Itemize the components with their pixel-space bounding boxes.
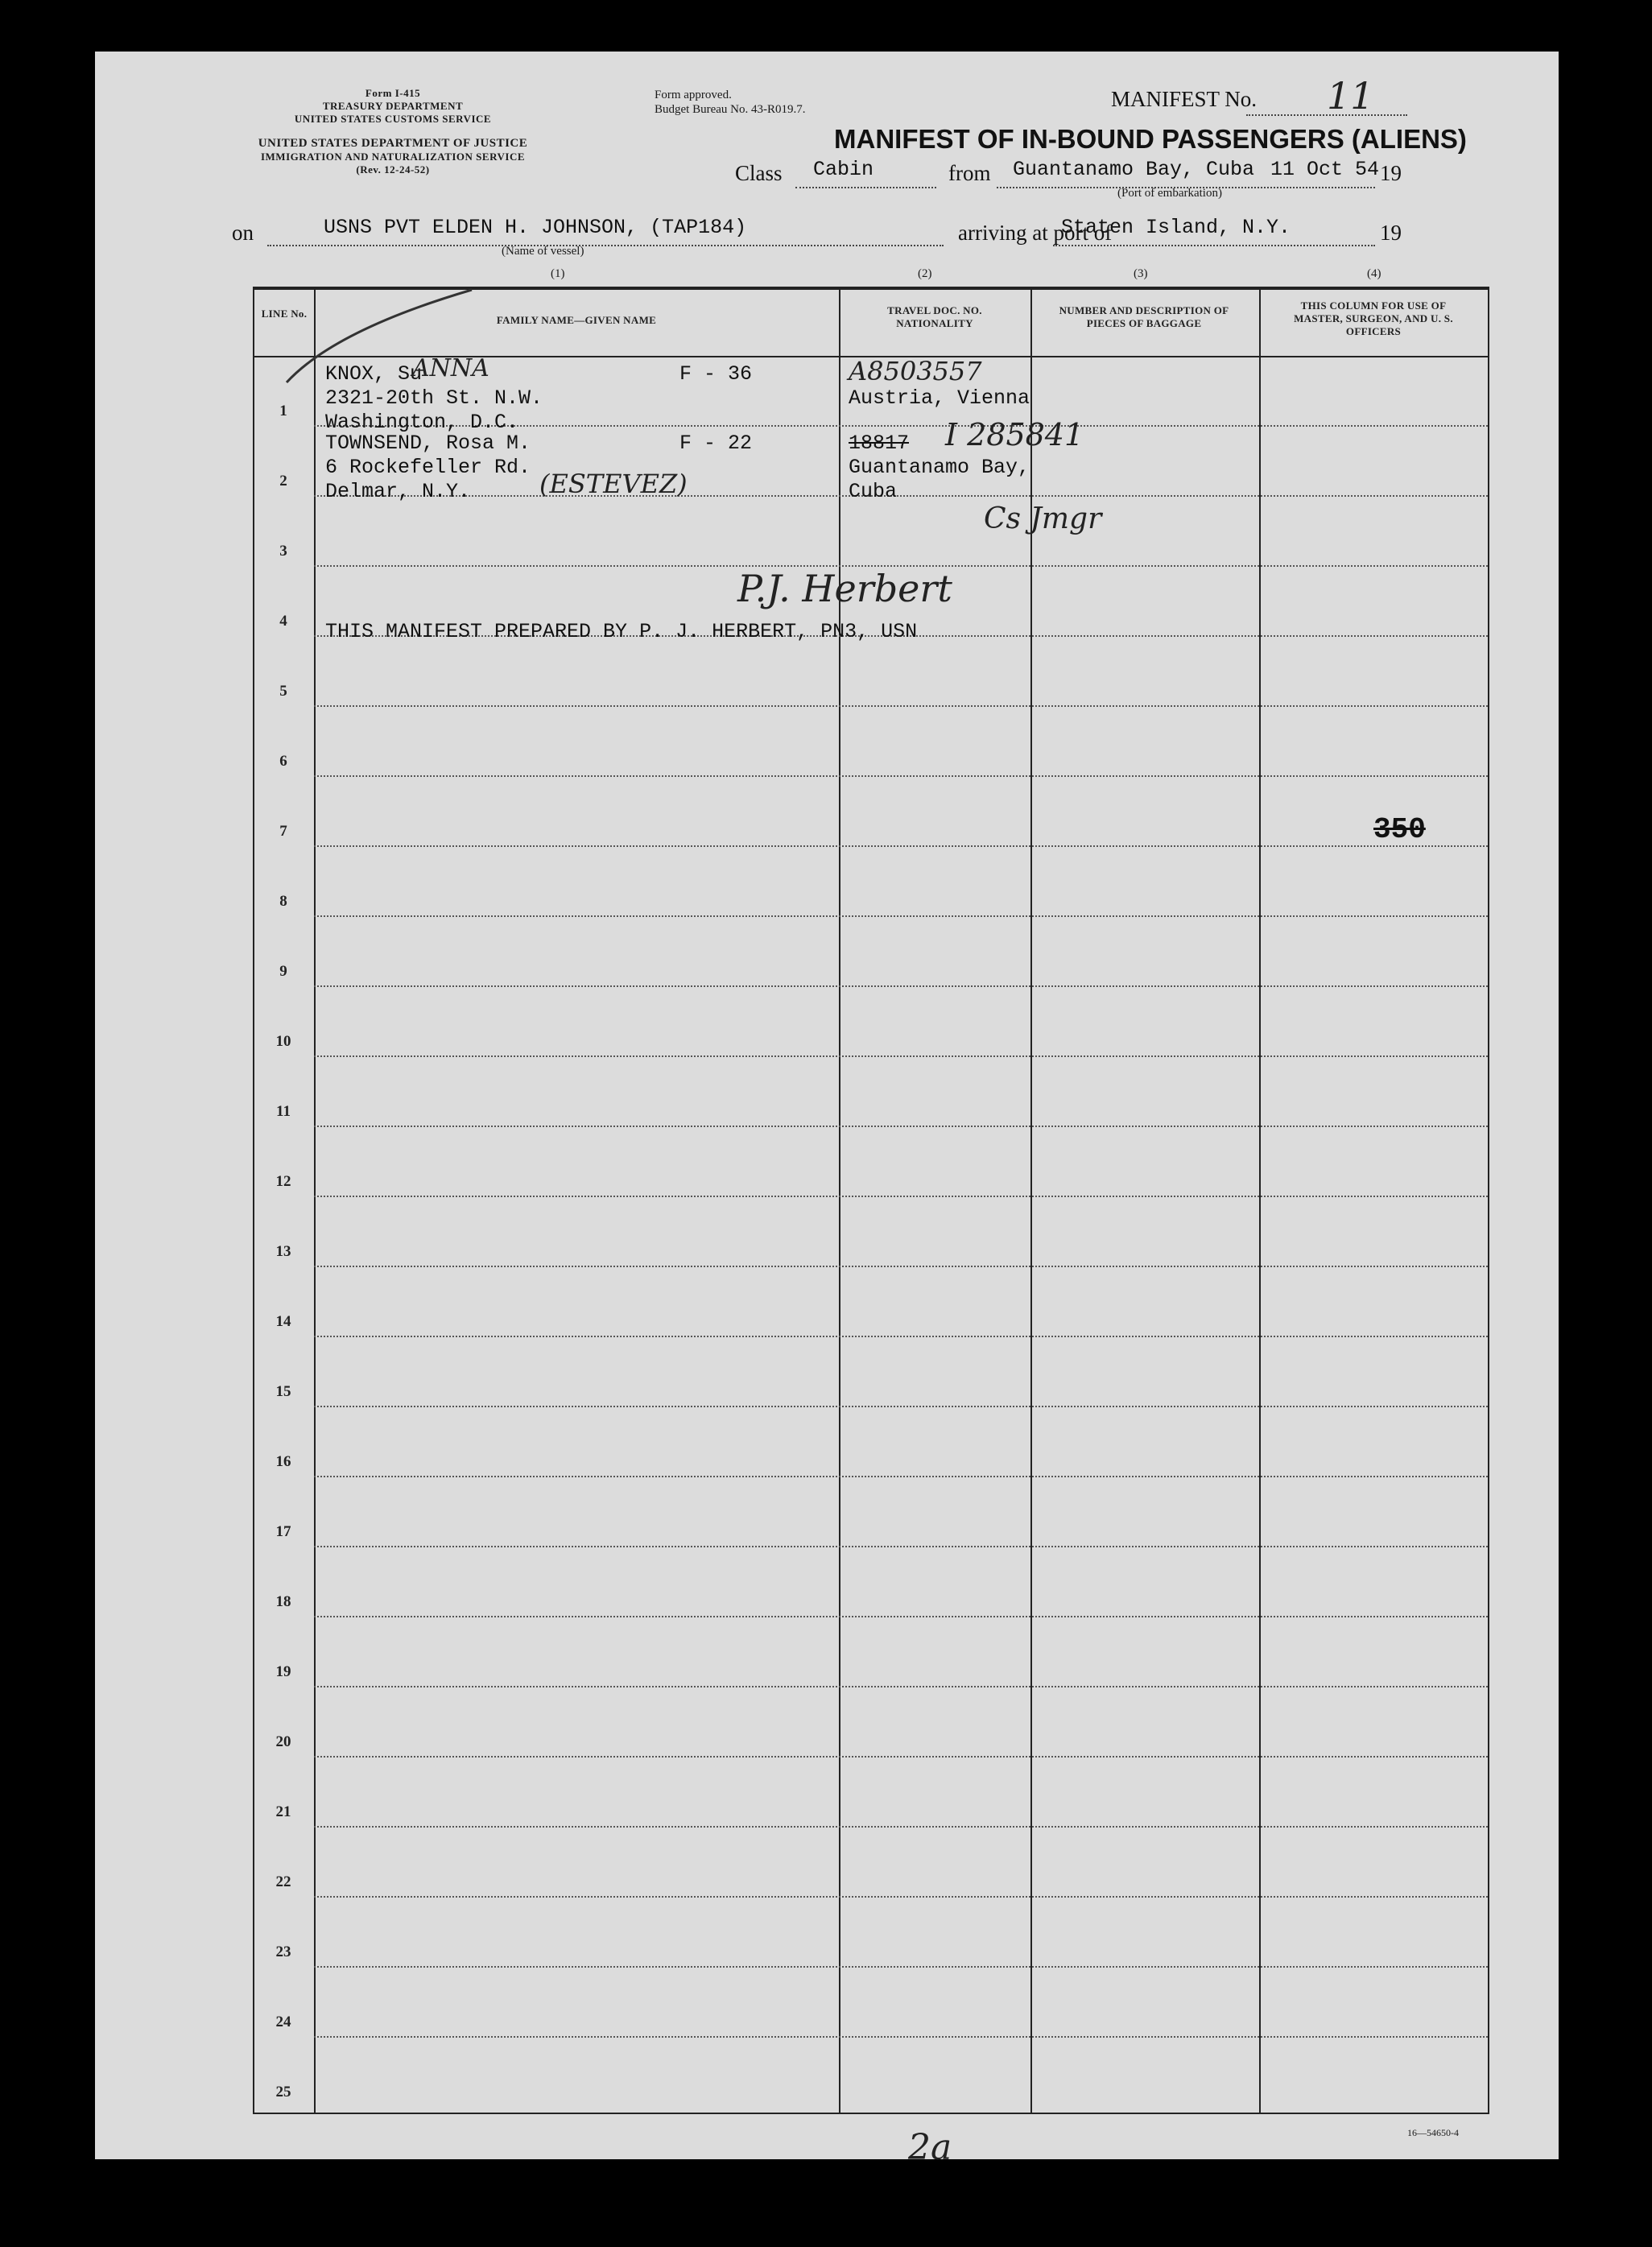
entry1-doc-no: A8503557 bbox=[849, 356, 982, 386]
prepared-by-line: THIS MANIFEST PREPARED BY P. J. HERBERT, PN3, USN bbox=[325, 620, 918, 643]
bottom-hand-note: 2a bbox=[908, 2127, 952, 2168]
budget-bureau: Budget Bureau No. 43-R019.7. bbox=[655, 103, 806, 116]
pen-stroke bbox=[279, 282, 488, 386]
line-number: 4 bbox=[279, 613, 287, 630]
line-number: 10 bbox=[275, 1033, 291, 1050]
line-number: 7 bbox=[279, 823, 287, 840]
line-number: 20 bbox=[275, 1733, 291, 1750]
col-officers: THIS COLUMN FOR USE OF MASTER, SURGEON, AND U. S. OFFICERS bbox=[1294, 299, 1453, 337]
passenger-table bbox=[253, 287, 1489, 2114]
form-code: 16—54650-4 bbox=[1407, 2127, 1459, 2138]
from-value: Guantanamo Bay, Cuba bbox=[1013, 158, 1255, 181]
arriving-label: arriving at port of bbox=[958, 221, 1113, 245]
line-number: 11 bbox=[276, 1103, 291, 1120]
class-value: Cabin bbox=[813, 158, 874, 181]
entry2-address2: Delmar, N.Y. bbox=[325, 480, 471, 503]
entry2-doc-no-hand: I 285841 bbox=[945, 417, 1084, 452]
year-label: 19 bbox=[1380, 161, 1402, 185]
manifest-title: MANIFEST OF IN-BOUND PASSENGERS (ALIENS) bbox=[834, 124, 1467, 154]
year-label-2: 19 bbox=[1380, 221, 1402, 245]
entry1-nationality: Austria, Vienna bbox=[849, 386, 1030, 410]
line-number: 14 bbox=[275, 1313, 291, 1330]
entry2-initials-hand: Cs Jmgr bbox=[984, 502, 1102, 535]
entry1-name-hand: ANNA bbox=[412, 354, 489, 382]
col-line-no: LINE No. bbox=[261, 308, 308, 320]
line-number: 24 bbox=[275, 2014, 291, 2030]
form-approved: Form approved. bbox=[655, 89, 732, 101]
line-number: 15 bbox=[275, 1383, 291, 1400]
line-number: 22 bbox=[275, 1873, 291, 1890]
entry1-name: KNOX, Su bbox=[325, 362, 423, 386]
manifest-no-label: MANIFEST No. bbox=[1111, 87, 1258, 111]
justice-dept: UNITED STATES DEPARTMENT OF JUSTICE bbox=[258, 137, 528, 150]
line-number: 13 bbox=[275, 1243, 291, 1260]
line-number: 1 bbox=[279, 403, 287, 419]
line-number: 17 bbox=[275, 1523, 291, 1540]
entry2-nationality1: Guantanamo Bay, bbox=[849, 456, 1030, 479]
from-label: from bbox=[948, 161, 991, 185]
officer-note: 350 bbox=[1373, 813, 1426, 846]
line-number: 25 bbox=[275, 2084, 291, 2100]
arriving-port: Staten Island, N.Y. bbox=[1061, 216, 1291, 239]
form-number: Form I-415 bbox=[365, 87, 421, 99]
entry2-doc-struck: 18817 bbox=[849, 432, 910, 455]
customs-service: UNITED STATES CUSTOMS SERVICE bbox=[294, 113, 492, 125]
line-number: 16 bbox=[275, 1453, 291, 1470]
line-number: 8 bbox=[279, 893, 287, 910]
treasury-dept: TREASURY DEPARTMENT bbox=[322, 100, 464, 112]
entry1-sex-age: F - 36 bbox=[679, 362, 753, 386]
col-travel-doc: TRAVEL DOC. NO. NATIONALITY bbox=[887, 304, 982, 329]
embark-date: 11 Oct 54 bbox=[1270, 158, 1380, 181]
line-number: 2 bbox=[279, 473, 287, 489]
entry1-address2: Washington, D.C. bbox=[325, 411, 519, 434]
port-embark-caption: (Port of embarkation) bbox=[1117, 187, 1222, 200]
line-number: 12 bbox=[275, 1173, 291, 1190]
col-num-2: (2) bbox=[918, 267, 932, 280]
line-number: 21 bbox=[275, 1803, 291, 1820]
col-num-1: (1) bbox=[551, 267, 565, 280]
form-revision: (Rev. 12-24-52) bbox=[356, 163, 430, 176]
col-name: FAMILY NAME—GIVEN NAME bbox=[496, 314, 657, 326]
col-num-4: (4) bbox=[1367, 267, 1381, 280]
vessel-name: USNS PVT ELDEN H. JOHNSON, (TAP184) bbox=[324, 216, 747, 239]
form-agency-block bbox=[216, 87, 570, 176]
entry2-sex-age: F - 22 bbox=[679, 432, 753, 455]
line-number: 18 bbox=[275, 1593, 291, 1610]
manifest-no-value: 11 bbox=[1327, 74, 1374, 118]
line-number: 23 bbox=[275, 1943, 291, 1960]
preparer-signature: P.J. Herbert bbox=[737, 567, 952, 610]
line-number: 19 bbox=[275, 1663, 291, 1680]
line-number: 3 bbox=[279, 543, 287, 560]
ins-service: IMMIGRATION AND NATURALIZATION SERVICE bbox=[260, 151, 526, 163]
class-label: Class bbox=[735, 161, 783, 185]
entry2-address1: 6 Rockefeller Rd. bbox=[325, 456, 531, 479]
manifest-sheet bbox=[95, 52, 1559, 2168]
line-number: 5 bbox=[279, 683, 287, 700]
entry2-name-hand: (ESTEVEZ) bbox=[539, 469, 688, 499]
entry2-name: TOWNSEND, Rosa M. bbox=[325, 432, 531, 455]
entry2-nationality2: Cuba bbox=[849, 480, 898, 503]
on-label: on bbox=[232, 221, 254, 245]
col-baggage: NUMBER AND DESCRIPTION OF PIECES OF BAGGAGE bbox=[1059, 304, 1229, 329]
line-number: 9 bbox=[279, 963, 287, 980]
col-num-3: (3) bbox=[1134, 267, 1148, 280]
entry1-address1: 2321-20th St. N.W. bbox=[325, 386, 543, 410]
vessel-caption: (Name of vessel) bbox=[502, 245, 584, 258]
line-number: 6 bbox=[279, 753, 287, 770]
